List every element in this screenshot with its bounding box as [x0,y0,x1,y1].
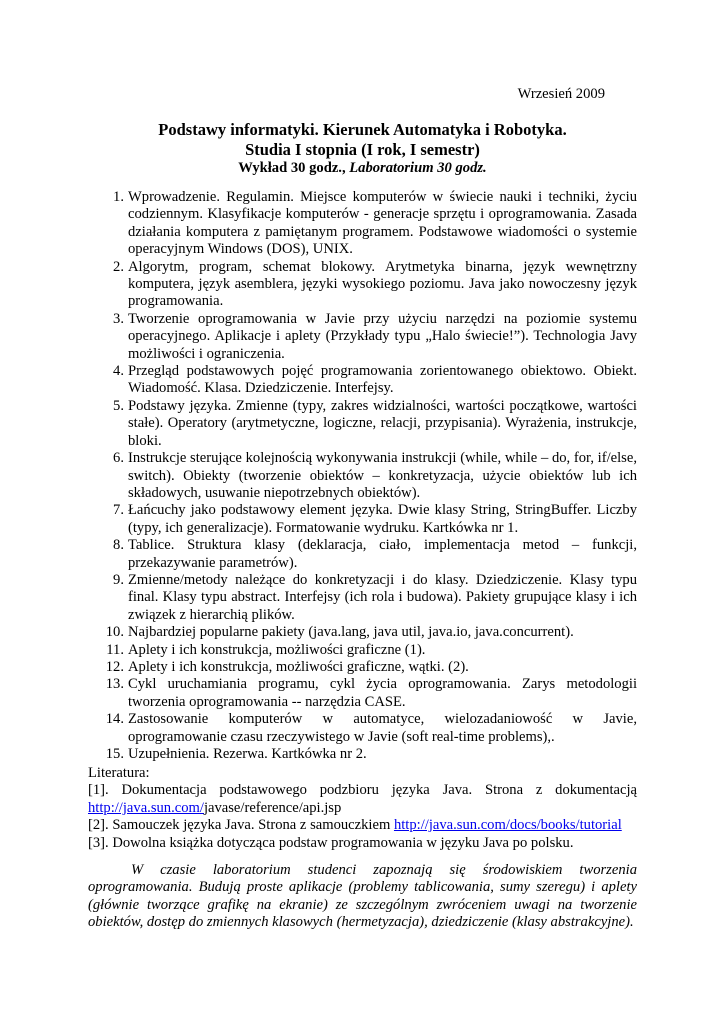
topic-item [113,363,637,398]
topic-number: 13. [105,676,124,693]
topic-number: 12. [105,658,124,675]
document-date: Wrzesień 2009 [517,86,605,102]
topic-item [113,258,637,311]
topic-number: 2. [113,258,124,275]
course-subtitle: Studia I stopnia (I rok, I semestr) [245,139,480,159]
literature-item-1-suffix: javase/reference/api.jsp [203,799,342,816]
topic-number: 6. [113,450,124,467]
lecture-hours: Wykład 30 godz. [238,160,342,176]
topic-number: 1. [113,189,124,205]
literature-item-2-text: [2]. Samouczek języka Java. Strona z samouczkiem [88,817,394,834]
topic-text: Przegląd podstawowych pojęć programowania zorientowanego obiektowo. Obiekt. Wiadomość. Klasa. Dziedziczenie. Interfejsy. [128,363,637,397]
topic-list [105,189,637,763]
topic-text: Aplety i ich konstrukcja, możliwości graficzne (1). [128,641,426,658]
topic-item [113,189,637,259]
topic-item [113,397,637,450]
topic-number: 14. [105,711,124,728]
title-block [0,120,725,177]
topic-text: Tworzenie oprogramowania w Javie przy użyciu narzędzi na poziomie systemu operacyjnego. Aplikacje i aplety (Przykłady typu „Halo świecie!”). Technologia Javy możliwości i ograniczenia. [128,310,637,362]
topic-text: Zastosowanie komputerów w automatyce, wielozadaniowość w Javie, oprogramowanie czasu rzeczywistego w Javie (soft real-time problems),. [128,711,637,745]
literature-heading: Literatura: [88,765,150,781]
literature-item-1-text: [1]. Dokumentacja podstawowego podzbioru języka Java. Strona z dokumentacją [88,782,637,799]
topic-text: Algorytm, program, schemat blokowy. Arytmetyka binarna, język wewnętrzny komputera, język asemblera, języki wysokiego poziomu. Java jako nowoczesny język programowania. [128,258,637,310]
java-tutorial-link[interactable]: http://java.sun.com/docs/books/tutorial [393,817,622,834]
lab-hours: Laboratorium 30 godz. [349,160,487,176]
course-title: Podstawy informatyki. Kierunek Automatyka i Robotyka. [158,120,567,139]
topic-item [113,537,637,572]
topic-number: 9. [113,571,124,588]
topic-item [113,571,637,624]
topic-number: 5. [113,397,124,414]
topic-text: Wprowadzenie. Regulamin. Miejsce komputerów w świecie nauki i techniki, życiu codziennym. Klasyfikacje komputerów - generacje sprzętu i oprogramowania. Zasada działania komputera z pamiętanym programem. Podstawowe wiadomości o systemie operacyjnym Windows (DOS), UNIX. [128,189,637,258]
topic-item [106,641,637,659]
topic-item [105,711,637,746]
literature-section [88,765,637,852]
topic-text: Zmienne/metody należące do konkretyzacji i do klasy. Dziedziczenie. Klasy typu final. Klasy typu abstract. Interfejsy (ich rola i budowa). Pakiety grupujące klasy i ich związek z hierarchią plików. [128,571,637,623]
topic-item [105,676,637,711]
hours-separator: , [341,160,350,176]
topic-text: Instrukcje sterujące kolejnością wykonywania instrukcji (while, while – do, for, if/else, switch). Obiekty (tworzenie obiektów – konkretyzacja, użycie obiektów lub ich składowych, usuwanie niepotrzebnych obiektów). [128,450,637,501]
topic-number: 7. [113,502,124,519]
literature-item-1 [88,782,637,817]
topic-number: 3. [113,310,124,327]
topic-text: Cykl uruchamiania programu, cykl życia oprogramowania. Zarys metodologii tworzenia oprogramowania -- narzędzia CASE. [128,676,637,710]
topic-item [105,658,637,676]
topic-number: 15. [105,746,124,762]
topic-number: 8. [113,537,124,554]
topic-text: Tablice. Struktura klasy (deklaracja, ciało, implementacja metod – funkcji, przekazywanie parametrów). [128,537,637,571]
topic-item [113,502,637,537]
topic-text: Aplety i ich konstrukcja, możliwości graficzne, wątki. (2). [128,658,469,675]
lab-description: W czasie laboratorium studenci zapoznają się środowiskiem tworzenia oprogramowania. Budują proste aplikacje (problemy tablicowania, sumy szeregu) i aplety (głównie tworzące grafikę na ekranie) ze szczególnym zwróceniem uwagi na tworzenie obiektów, dostęp do zmiennych klasowych (hermetyzacja), dziedziczenie (klasy abstrakcyjne). [88,862,637,931]
literature-item-2 [88,817,637,834]
topic-item [113,310,637,363]
topic-number: 4. [113,363,124,380]
topic-text: Podstawy języka. Zmienne (typy, zakres widzialności, wartości początkowe, wartości stałe). Operatory (arytmetyczne, logiczne, relacji, przypisania). Wyrażenia, instrukcje, bloki. [128,397,637,449]
course-hours [0,159,725,177]
topic-item [113,450,637,502]
topic-number: 10. [105,624,124,641]
topic-text: Uzupełnienia. Rezerwa. Kartkówka nr 2. [128,746,367,762]
topic-text: Najbardziej popularne pakiety (java.lang, java util, java.io, java.concurrent). [128,624,574,641]
topic-item [105,624,637,641]
literature-item-3: [3]. Dowolna książka dotycząca podstaw programowania w języku Java po polsku. [88,834,574,851]
topic-number: 11. [106,641,124,658]
topic-item [105,746,637,763]
topic-text: Łańcuchy jako podstawowy element języka. Dwie klasy String, StringBuffer. Liczby (typy, ich generalizacje). Formatowanie wydruku. Kartkówka nr 1. [128,502,637,536]
java-docs-link[interactable]: http://java.sun.com/ [88,799,204,816]
